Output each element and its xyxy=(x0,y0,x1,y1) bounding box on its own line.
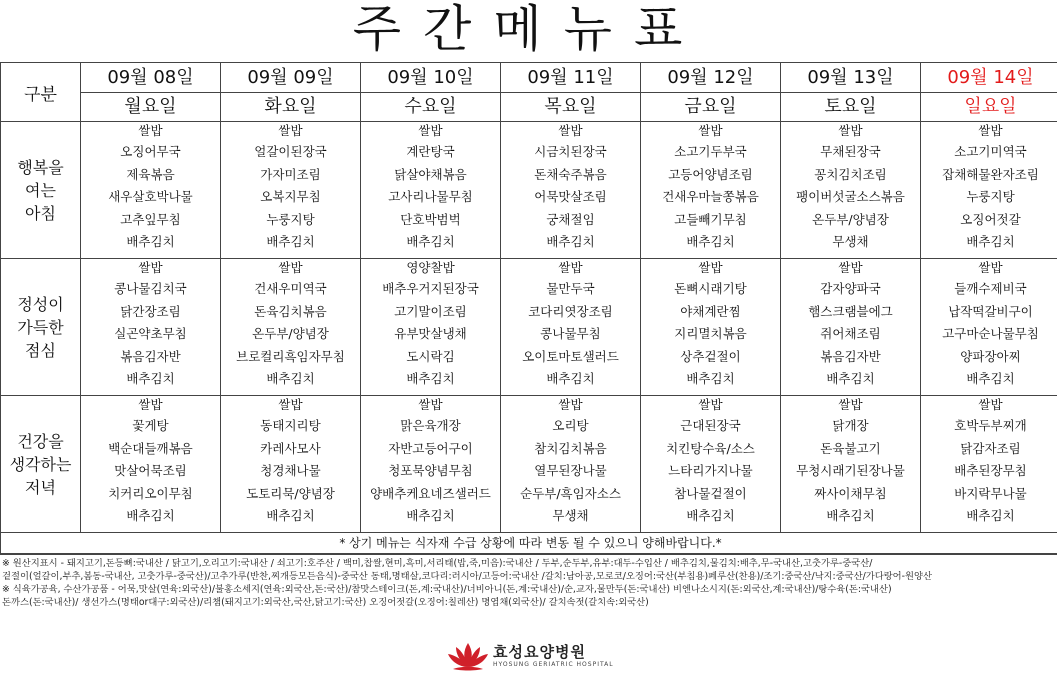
menu-item: 소고기미역국 xyxy=(954,144,1027,159)
day-header-tue xyxy=(221,63,361,122)
menu-item: 쌀밥 xyxy=(558,397,583,412)
menu-item: 건새우마늘쫑볶음 xyxy=(662,189,759,205)
menu-cell-mon xyxy=(81,259,221,396)
menu-item: 무채된장국 xyxy=(820,144,881,159)
hospital-subtitle: HYOSUNG GERIATRIC HOSPITAL xyxy=(493,660,614,668)
meal-label-line: 행복을 xyxy=(17,157,64,177)
menu-item: 청포묵양념무침 xyxy=(388,463,473,479)
menu-cell-tue xyxy=(221,396,361,533)
menu-item: 누룽지탕 xyxy=(266,211,315,227)
menu-item: 팽이버섯굴소스볶음 xyxy=(796,189,905,205)
menu-item: 온두부/양념장 xyxy=(252,326,329,342)
menu-item: 돈뼈시래기탕 xyxy=(674,281,747,296)
menu-item: 자반고등어구이 xyxy=(388,440,473,456)
menu-item: 열무된장나물 xyxy=(534,463,607,479)
menu-item: 감자양파국 xyxy=(820,281,881,296)
menu-item: 닭간장조림 xyxy=(120,303,181,319)
menu-item: 돈채숙주볶음 xyxy=(534,166,607,182)
menu-item: 쌀밥 xyxy=(558,123,583,138)
origin-line: 겉절이(얼갈이,부추,봄동-국내산, 고춧가루-중국산)/고추가루(반찬,찌개등모든음식)-중국산 동태,명태살,코다리:러시아/고등어:국내산 /갈치:남아공,모로코/오징어:국산(부침용)페루산(찬용)/조기:중국산/낙지:중국산/가다랑어-원양산 xyxy=(2,571,932,582)
menu-cell-fri xyxy=(641,122,781,259)
menu-item: 배추김치 xyxy=(686,508,735,524)
menu-item: 배추우거지된장국 xyxy=(382,281,479,296)
menu-item: 맛살어묵조림 xyxy=(114,463,187,479)
menu-item: 배추김치 xyxy=(966,508,1015,524)
menu-item: 치커리오이무침 xyxy=(108,485,193,501)
menu-item: 오징어젓갈 xyxy=(960,211,1021,227)
day-header-sat xyxy=(781,63,921,122)
meal-row xyxy=(1,259,1057,396)
menu-cell-fri xyxy=(641,259,781,396)
menu-item: 쌀밥 xyxy=(698,397,723,412)
menu-item: 고추잎무침 xyxy=(120,211,181,227)
menu-item: 배추김치 xyxy=(126,508,175,524)
menu-item: 납작떡갈비구이 xyxy=(948,303,1033,319)
day-header-fri xyxy=(641,63,781,122)
menu-item: 쌀밥 xyxy=(278,397,303,412)
menu-item: 무생채 xyxy=(832,234,869,250)
menu-item: 상추겉절이 xyxy=(680,348,741,364)
menu-item: 쌀밥 xyxy=(278,123,303,138)
menu-item: 배추김치 xyxy=(126,234,175,250)
menu-item: 지리멸치볶음 xyxy=(674,326,747,342)
meal-label-line: 건강을 xyxy=(17,431,64,451)
menu-cell-thu xyxy=(501,122,641,259)
notice-row xyxy=(1,533,1057,554)
menu-cell-wed xyxy=(361,259,501,396)
hospital-name: 효성요양병원 xyxy=(493,642,586,661)
menu-cell-sat xyxy=(781,122,921,259)
menu-item: 브로컬리흑임자무침 xyxy=(236,348,345,364)
menu-item: 순두부/흑임자소스 xyxy=(520,485,621,501)
menu-item: 양배추케요네즈샐러드 xyxy=(370,485,491,501)
weekly-menu-table xyxy=(0,62,1057,554)
menu-item: 누룽지탕 xyxy=(966,189,1015,205)
menu-item: 궁채절임 xyxy=(546,211,595,227)
menu-item: 배추김치 xyxy=(406,234,455,250)
menu-item: 새우살호박나물 xyxy=(108,189,193,205)
menu-item: 오복지무침 xyxy=(260,189,321,205)
menu-item: 근대된장국 xyxy=(680,418,741,433)
menu-item: 쌀밥 xyxy=(838,123,863,138)
day-of-week: 월요일 xyxy=(124,96,177,117)
menu-item: 시금치된장국 xyxy=(534,144,607,159)
menu-item: 오이토마토샐러드 xyxy=(522,348,619,364)
menu-item: 유부맛살냉채 xyxy=(394,326,467,342)
day-date: 09월 13일 xyxy=(781,63,920,93)
menu-item: 느타리가지나물 xyxy=(668,463,753,479)
menu-item: 실곤약초무침 xyxy=(114,326,187,342)
day-of-week: 목요일 xyxy=(544,96,597,117)
menu-item: 짜사이채무침 xyxy=(814,485,887,501)
lotus-flower-icon xyxy=(447,639,489,673)
menu-item: 바지락무나물 xyxy=(954,485,1027,501)
menu-item: 닭개장 xyxy=(832,418,869,433)
day-of-week: 수요일 xyxy=(404,96,457,117)
day-header-wed xyxy=(361,63,501,122)
menu-item: 도토리묵/양념장 xyxy=(246,485,335,501)
day-date: 09월 08일 xyxy=(81,63,220,93)
menu-item: 고등어양념조림 xyxy=(668,166,753,182)
menu-item: 맑은육개장 xyxy=(400,418,461,433)
menu-item: 닭감자조림 xyxy=(960,440,1021,456)
menu-cell-thu xyxy=(501,396,641,533)
menu-item: 잡채해물완자조림 xyxy=(942,166,1039,182)
menu-item: 얼갈이된장국 xyxy=(254,144,327,159)
menu-item: 배추김치 xyxy=(686,371,735,387)
menu-item: 들깨수제비국 xyxy=(954,281,1027,296)
day-of-week: 화요일 xyxy=(264,96,317,117)
meal-label xyxy=(1,122,81,259)
menu-item: 배추김치 xyxy=(686,234,735,250)
menu-item: 배추김치 xyxy=(546,234,595,250)
menu-item: 배추김치 xyxy=(966,234,1015,250)
menu-item: 참나물겉절이 xyxy=(674,485,747,501)
menu-cell-tue xyxy=(221,122,361,259)
menu-item: 도시락김 xyxy=(406,348,455,364)
menu-item: 배추김치 xyxy=(266,234,315,250)
meal-label-line: 여는 xyxy=(25,180,56,200)
menu-item: 쌀밥 xyxy=(978,260,1003,275)
origin-line: ※ 식육가공육, 수산가공품 - 어묵,맛살(연육:외국산)/불홍소세지(연육:외국산,돈:국산)/참맛스테이크(돈,계:국내산)/너비아니(돈,계:국내산)/순,교자,물만두(돈:국내산) 비엔나소시지(돈:외국산,계:국내산)/탕수육(돈:국내산) xyxy=(2,584,892,595)
meal-label-line: 아침 xyxy=(25,203,56,223)
menu-item: 쥐어채조림 xyxy=(820,326,881,342)
menu-item: 쌀밥 xyxy=(138,397,163,412)
menu-item: 배추김치 xyxy=(266,508,315,524)
hospital-logo xyxy=(447,638,614,674)
menu-cell-sun xyxy=(921,122,1057,259)
origin-info xyxy=(2,557,1055,609)
menu-item: 참치김치볶음 xyxy=(534,440,607,456)
menu-item: 배추김치 xyxy=(826,508,875,524)
menu-item: 꽃게탕 xyxy=(132,418,169,433)
day-date: 09월 09일 xyxy=(221,63,360,93)
menu-item: 쌀밥 xyxy=(138,123,163,138)
menu-item: 배추김치 xyxy=(826,371,875,387)
menu-cell-sun xyxy=(921,259,1057,396)
menu-item: 무생채 xyxy=(552,508,589,524)
menu-item: 배추김치 xyxy=(966,371,1015,387)
corner-label: 구분 xyxy=(1,63,81,122)
meal-label-line: 생각하는 xyxy=(9,454,72,474)
menu-item: 쌀밥 xyxy=(138,260,163,275)
menu-item: 호박두부찌개 xyxy=(954,418,1027,433)
menu-item: 쌀밥 xyxy=(838,397,863,412)
meal-label xyxy=(1,259,81,396)
menu-item: 가자미조림 xyxy=(260,166,321,182)
menu-item: 무청시래기된장나물 xyxy=(796,463,905,479)
menu-cell-mon xyxy=(81,396,221,533)
menu-item: 쌀밥 xyxy=(838,260,863,275)
menu-item: 배추된장무침 xyxy=(954,463,1027,479)
meal-label-line: 저녁 xyxy=(25,477,56,497)
menu-cell-wed xyxy=(361,122,501,259)
meal-row xyxy=(1,396,1057,533)
menu-item: 닭살야채볶음 xyxy=(394,166,467,182)
menu-item: 볶음김자반 xyxy=(120,348,181,364)
menu-item: 쌀밥 xyxy=(558,260,583,275)
day-header-sun xyxy=(921,63,1057,122)
menu-item: 고사리나물무침 xyxy=(388,189,473,205)
menu-item: 양파장아찌 xyxy=(960,348,1021,364)
menu-item: 배추김치 xyxy=(266,371,315,387)
footer-divider xyxy=(0,554,1057,555)
menu-item: 코다리엿장조림 xyxy=(528,303,613,319)
menu-cell-wed xyxy=(361,396,501,533)
menu-item: 쌀밥 xyxy=(978,397,1003,412)
menu-item: 야채계란찜 xyxy=(680,303,741,319)
menu-item: 쌀밥 xyxy=(418,123,443,138)
notice-text: * 상기 메뉴는 식자재 수급 상황에 따라 변동 될 수 있으니 양해바랍니다.* xyxy=(1,533,1057,554)
menu-item: 계란탕국 xyxy=(406,144,455,159)
day-of-week: 금요일 xyxy=(684,96,737,117)
origin-line: ※ 원산지표시 - 돼지고기,돈등뼈:국내산 / 닭고기,오리고기:국내산 / 쇠고기:호주산 / 백미,찹쌀,현미,흑미,서리태(밥,죽,미음):국내산 / 두부,순두부,유부:대두-수입산 / 배추김치,물김치:배추,무-국내산,고춧가루-중국산/ xyxy=(2,558,873,569)
menu-item: 오리탕 xyxy=(552,418,589,433)
menu-item: 돈육불고기 xyxy=(820,440,881,456)
meal-label-line: 점심 xyxy=(25,340,56,360)
menu-item: 돈육김치볶음 xyxy=(254,303,327,319)
menu-item: 건새우미역국 xyxy=(254,281,327,296)
meal-label-line: 가득한 xyxy=(17,317,64,337)
day-header-mon xyxy=(81,63,221,122)
meal-row xyxy=(1,122,1057,259)
menu-item: 쌀밥 xyxy=(698,123,723,138)
menu-item: 햄스크램블에그 xyxy=(808,303,893,319)
menu-item: 소고기두부국 xyxy=(674,144,747,159)
menu-item: 고들빼기무침 xyxy=(674,211,747,227)
day-date: 09월 10일 xyxy=(361,63,500,93)
meal-label-line: 정성이 xyxy=(17,294,64,314)
menu-item: 온두부/양념장 xyxy=(812,211,889,227)
day-of-week: 일요일 xyxy=(964,96,1017,117)
menu-item: 배추김치 xyxy=(406,371,455,387)
menu-item: 볶음김자반 xyxy=(820,348,881,364)
day-date: 09월 12일 xyxy=(641,63,780,93)
menu-item: 고기말이조림 xyxy=(394,303,467,319)
menu-item: 배추김치 xyxy=(406,508,455,524)
page-title: 주간메뉴표 xyxy=(352,0,705,58)
menu-item: 어묵맛살조림 xyxy=(534,189,607,205)
day-header-thu xyxy=(501,63,641,122)
menu-item: 청경채나물 xyxy=(260,463,321,479)
menu-item: 배추김치 xyxy=(546,371,595,387)
day-date: 09월 14일 xyxy=(921,63,1057,93)
origin-line: 돈까스(돈:국내산)/ 생선가스(명태or대구:외국산)/리챔(돼지고기:외국산,국산,닭고기:국산) 오징어젓갈(오징어:칠레산) 명엽채(외국산)/ 갈치속젓(갈치속:외국산) xyxy=(2,597,649,608)
menu-item: 쌀밥 xyxy=(698,260,723,275)
menu-cell-sat xyxy=(781,259,921,396)
menu-item: 오징어무국 xyxy=(120,144,181,159)
menu-cell-mon xyxy=(81,122,221,259)
menu-item: 단호박범벅 xyxy=(400,211,461,227)
menu-item: 백순대들깨볶음 xyxy=(108,440,193,456)
menu-cell-sat xyxy=(781,396,921,533)
menu-item: 쌀밥 xyxy=(418,397,443,412)
menu-item: 콩나물김치국 xyxy=(114,281,187,296)
menu-cell-tue xyxy=(221,259,361,396)
day-of-week: 토요일 xyxy=(824,96,877,117)
menu-cell-sun xyxy=(921,396,1057,533)
menu-item: 치킨탕수육/소스 xyxy=(666,440,755,456)
menu-item: 배추김치 xyxy=(126,371,175,387)
day-date: 09월 11일 xyxy=(501,63,640,93)
meal-label xyxy=(1,396,81,533)
menu-item: 영양찰밥 xyxy=(406,260,455,275)
menu-cell-fri xyxy=(641,396,781,533)
menu-cell-thu xyxy=(501,259,641,396)
menu-item: 제육볶음 xyxy=(126,166,175,182)
menu-item: 쌀밥 xyxy=(978,123,1003,138)
menu-item: 쌀밥 xyxy=(278,260,303,275)
menu-item: 꽁치김치조림 xyxy=(814,166,887,182)
menu-item: 콩나물무침 xyxy=(540,326,601,342)
header-row xyxy=(1,63,1057,122)
menu-item: 동태지리탕 xyxy=(260,418,321,433)
menu-item: 카레사모사 xyxy=(260,440,321,456)
menu-item: 고구마순나물무침 xyxy=(942,326,1039,342)
menu-item: 물만두국 xyxy=(546,281,595,296)
